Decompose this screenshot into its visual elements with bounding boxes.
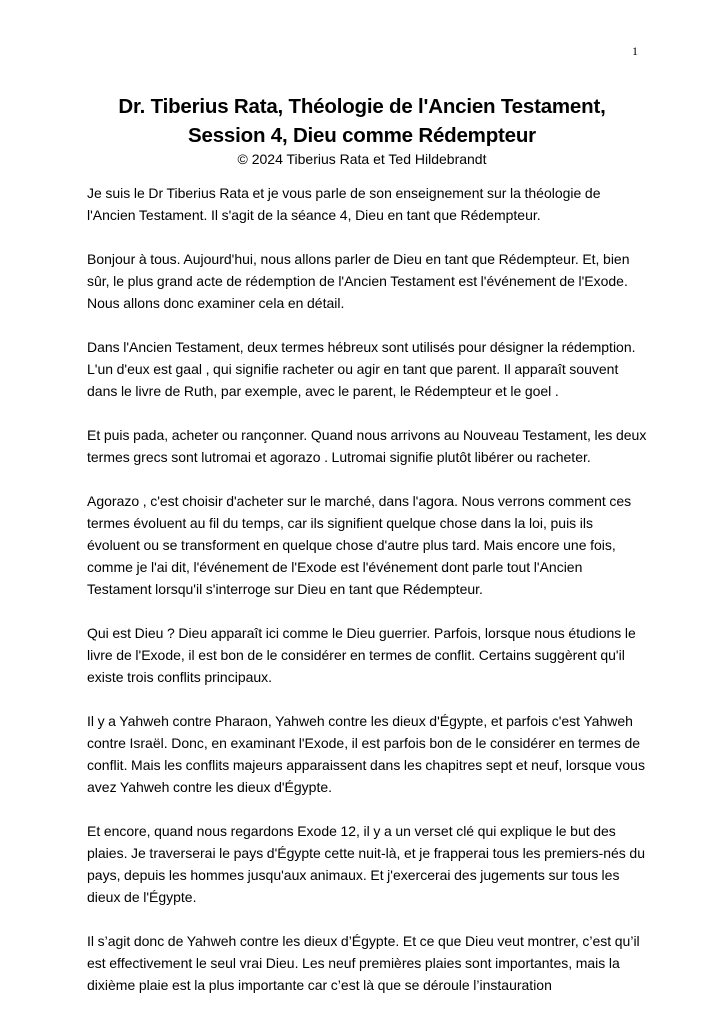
title-line-1: Dr. Tiberius Rata, Théologie de l'Ancien Testament, <box>118 95 606 118</box>
paragraph: Agorazo , c'est choisir d'acheter sur le marché, dans l'agora. Nous verrons comment ces termes évoluent au fil du temps, car ils signifient quelque chose dans la loi, puis ils évoluent ou se transforment en quelque chose d'autre plus tard. Mais encore une fois, comme je l'ai dit, l'événement de l'Exode est l'événement dont parle tout l'Ancien Testament lorsqu'il s'interroge sur Dieu en tant que Rédempteur. <box>87 493 632 597</box>
paragraph: Bonjour à tous. Aujourd'hui, nous allons parler de Dieu en tant que Rédempteur. Et, bien sûr, le plus grand acte de rédemption de l'Ancien Testament est l'événement de l'Exode. Nous allons donc examiner cela en détail. <box>87 251 630 311</box>
paragraph: Qui est Dieu ? Dieu apparaît ici comme le Dieu guerrier. Parfois, lorsque nous étudions le livre de l'Exode, il est bon de le considérer en termes de conflit. Certains suggèrent qu'il existe trois conflits principaux. <box>87 625 636 685</box>
paragraph: Il y a Yahweh contre Pharaon, Yahweh contre les dieux d'Égypte, et parfois c'est Yahweh contre Israël. Donc, en examinant l'Exode, il est parfois bon de le considérer en termes de conflit. Mais les conflits majeurs apparaissent dans les chapitres sept et neuf, lorsque vous avez Yahweh contre les dieux d'Égypte. <box>87 713 645 795</box>
paragraph: Et puis pada, acheter ou rançonner. Quand nous arrivons au Nouveau Testament, les deux termes grecs sont lutromai et agorazo . Lutromai signifie plutôt libérer ou racheter. <box>87 427 647 465</box>
page-number: 1 <box>632 44 638 58</box>
document-header <box>60 92 664 168</box>
title-line-2: Session 4, Dieu comme Rédempteur <box>188 124 536 147</box>
document-title <box>60 92 664 150</box>
paragraph: Et encore, quand nous regardons Exode 12, il y a un verset clé qui explique le but des plaies. Je traverserai le pays d'Égypte cette nuit-là, et je frapperai tous les premiers-nés du pays, depuis les hommes jusqu'aux animaux. Et j'exercerai des jugements sur tous les dieux de l'Égypte. <box>87 823 645 905</box>
copyright-notice: © 2024 Tiberius Rata et Ted Hildebrandt <box>237 151 487 167</box>
paragraph: Dans l'Ancien Testament, deux termes hébreux sont utilisés pour désigner la rédemption. L'un d'eux est gaal , qui signifie racheter ou agir en tant que parent. Il apparaît souvent dans le livre de Ruth, par exemple, avec le parent, le Rédempteur et le goel . <box>87 339 636 399</box>
paragraph: Il s’agit donc de Yahweh contre les dieux d’Égypte. Et ce que Dieu veut montrer, c’est qu’il est effectivement le seul vrai Dieu. Les neuf premières plaies sont importantes, mais la dixième plaie est la plus importante car c’est là que se déroule l’instauration <box>87 933 640 993</box>
document-body <box>87 182 647 1018</box>
paragraph: Je suis le Dr Tiberius Rata et je vous parle de son enseignement sur la théologie de l'Ancien Testament. Il s'agit de la séance 4, Dieu en tant que Rédempteur. <box>87 185 601 223</box>
